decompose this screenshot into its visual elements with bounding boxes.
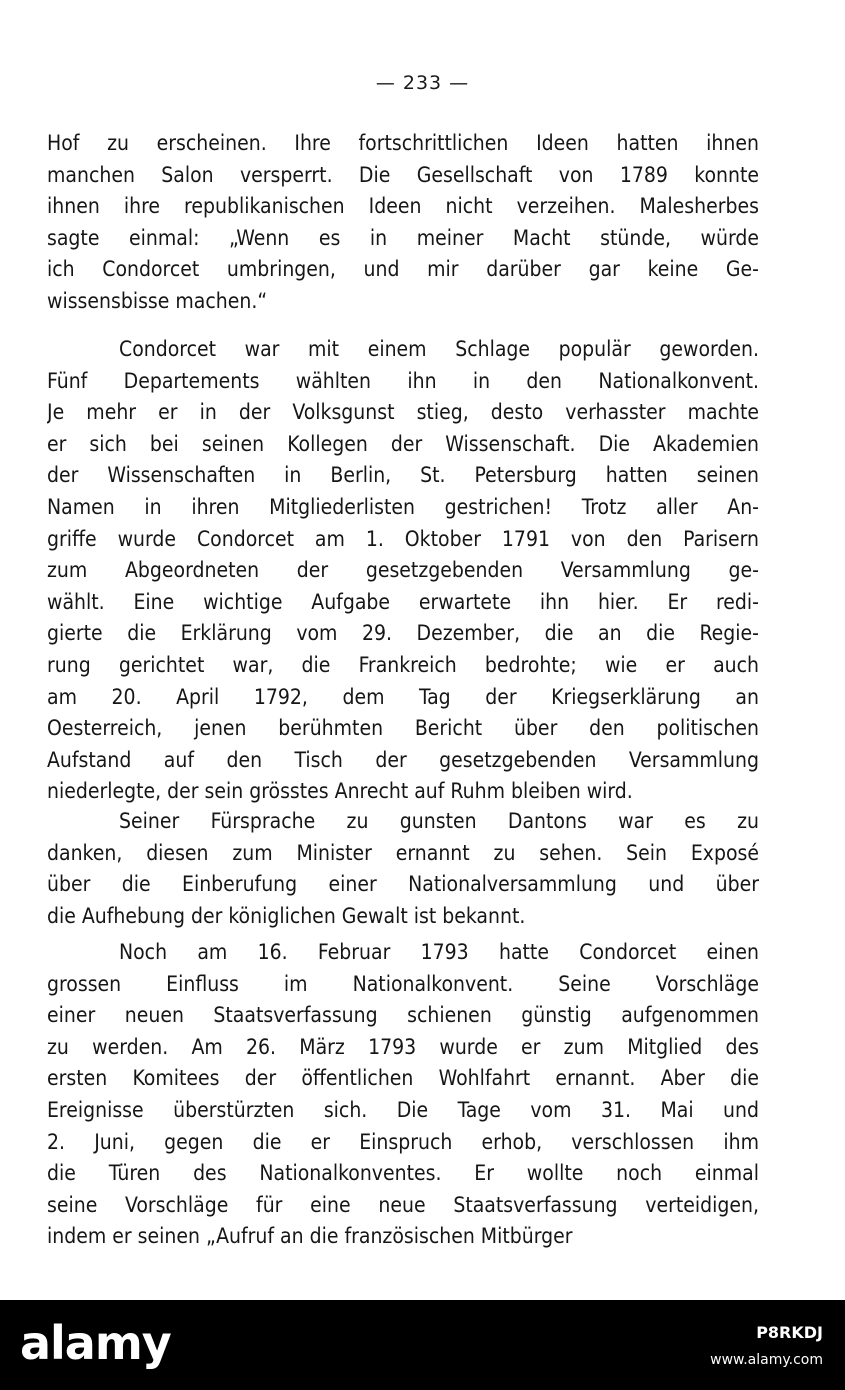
text-line: gierte die Erklärung vom 29. Dezember, die an die Regie- [47,621,759,646]
text-line: manchen Salon versperrt. Die Gesellschaft von 1789 konnte [47,162,759,187]
paragraph-4 [47,937,759,1253]
text-line: Je mehr er in der Volksgunst stieg, desto verhasster machte [47,400,759,425]
text-line: grossen Einfluss im Nationalkonvent. Seine Vorschläge [47,971,759,996]
text-line: Ereignisse überstürzten sich. Die Tage vom 31. Mai und [47,1097,759,1122]
text-line: Noch am 16. Februar 1793 hatte Condorcet einen [119,940,759,964]
text-line: einer neuen Staatsverfassung schienen günstig aufgenommen [47,1003,759,1028]
alamy-logo: alamy [20,1316,171,1370]
text-line: Aufstand auf den Tisch der gesetzgebenden Versammlung [47,747,759,772]
page-number: — 233 — [375,72,470,94]
text-line: niederlegte, der sein grösstes Anrecht auf Ruhm bleiben wird. [47,779,633,804]
image-id: P8RKDJ [756,1323,823,1342]
text-line: rung gerichtet war, die Frankreich bedrohte; wie er auch [47,652,759,677]
text-line: zu werden. Am 26. März 1793 wurde er zum Mitglied des [47,1034,759,1059]
text-line: danken, diesen zum Minister ernannt zu sehen. Sein Exposé [47,840,759,865]
text-line: wählt. Eine wichtige Aufgabe erwartete ihn hier. Er redi- [47,589,759,614]
paragraph-1 [47,128,759,318]
text-line: er sich bei seinen Kollegen der Wissenschaft. Die Akademien [47,431,759,456]
text-line: die Aufhebung der königlichen Gewalt ist bekannt. [47,903,526,928]
watermark-footer-bar [0,1300,845,1390]
text-line: Oesterreich, jenen berühmten Bericht über den politischen [47,716,759,741]
text-line: Fünf Departements wählten ihn in den Nationalkonvent. [47,368,759,393]
text-line: ihnen ihre republikanischen Ideen nicht verzeihen. Malesherbes [47,194,759,219]
text-line: Namen in ihren Mitgliederlisten gestrichen! Trotz aller An- [47,494,759,519]
text-line: Hof zu erscheinen. Ihre fortschrittlichen Ideen hatten ihnen [47,131,759,155]
text-line: seine Vorschläge für eine neue Staatsverfassung verteidigen, [47,1192,759,1217]
text-line: griffe wurde Condorcet am 1. Oktober 1791 von den Parisern [47,526,759,551]
paragraph-3 [47,806,759,932]
text-line: ich Condorcet umbringen, und mir darüber gar keine Ge- [47,257,759,282]
text-line: zum Abgeordneten der gesetzgebenden Versammlung ge- [47,558,759,583]
text-line: 2. Juni, gegen die er Einspruch erhob, verschlossen ihm [47,1129,759,1154]
text-line: indem er seinen „Aufruf an die französischen Mitbürger [47,1224,573,1249]
text-line: sagte einmal: „Wenn es in meiner Macht stünde, würde [47,225,759,250]
footer-url: www.alamy.com [710,1352,823,1368]
text-line: am 20. April 1792, dem Tag der Kriegserklärung an [47,684,759,709]
text-line: der Wissenschaften in Berlin, St. Petersburg hatten seinen [47,463,759,488]
text-line: über die Einberufung einer Nationalversammlung und über [47,872,759,897]
text-line: Condorcet war mit einem Schlage populär geworden. [119,337,759,361]
text-line: Seiner Fürsprache zu gunsten Dantons war es zu [119,809,759,833]
text-line: wissensbisse machen.“ [47,288,268,313]
text-line: ersten Komitees der öffentlichen Wohlfahrt ernannt. Aber die [47,1066,759,1091]
paragraph-2 [47,334,759,808]
text-line: die Türen des Nationalkonventes. Er wollte noch einmal [47,1161,759,1186]
